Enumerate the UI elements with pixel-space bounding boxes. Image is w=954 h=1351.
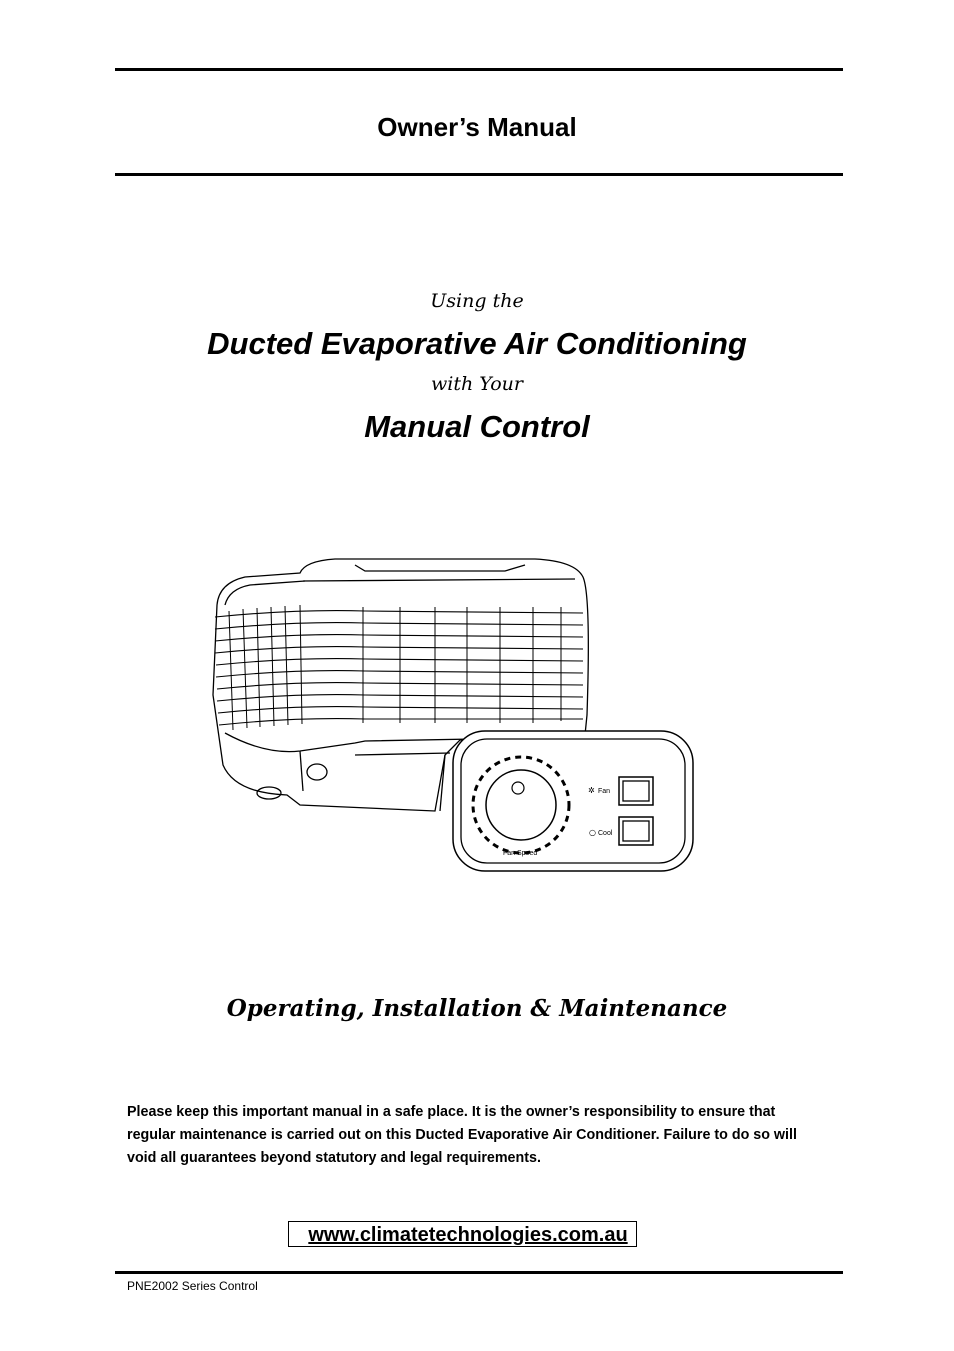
fan-snowflake-icon: ✲ [588,786,595,795]
website-link[interactable]: www.climatetechnologies.com.au [308,1224,628,1246]
cooler-and-control-illustration [205,555,705,875]
cool-label: Cool [598,830,613,837]
top-rule [115,68,843,71]
with-your-text: with Your [431,373,523,395]
footer-rule [115,1271,843,1274]
product-title: Ducted Evaporative Air Conditioning [207,326,747,361]
fan-speed-label: Fan Speed [503,850,538,857]
title-rule [115,173,843,176]
using-the-text: Using the [430,290,524,312]
cool-drop-icon: ○ [589,828,596,837]
fan-label: Fan [598,788,611,795]
safekeeping-notice: Please keep this important manual in a safe place. It is the owner’s responsibility to ensure that regular maintenance is carried out on this Ducted Evaporative Air Conditioner. Failure to do so will void all guarantees beyond statutory and legal requirements. [127,1104,797,1166]
operating-subtitle: Operating, Installation & Maintenance [226,995,728,1022]
control-title: Manual Control [364,409,590,444]
page-title: Owner’s Manual [377,112,577,142]
footer-series-code: PNE2002 Series Control [127,1279,258,1293]
